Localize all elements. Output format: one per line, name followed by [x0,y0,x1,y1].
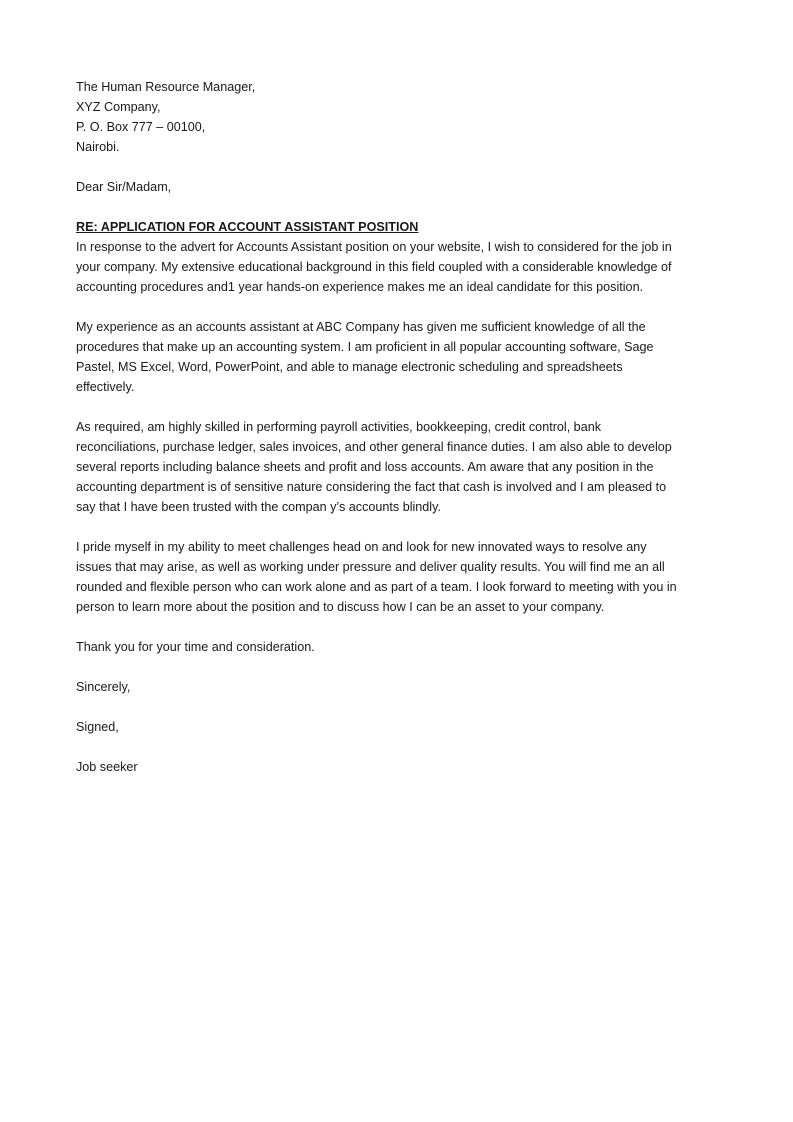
paragraph-line: say that I have been trusted with the compan y’s accounts blindly. [76,500,441,514]
salutation [76,177,716,197]
closing-thanks [76,637,716,657]
closing-sincerely [76,677,716,697]
thanks-text: Thank you for your time and consideration. [76,640,315,654]
closing-signed [76,717,716,737]
paragraph-line: rounded and flexible person who can work alone and as part of a team. I look forward to meeting with you in [76,580,677,594]
paragraph-line: issues that may arise, as well as working under pressure and deliver quality results. You will find me an all [76,560,665,574]
address-line-3: P. O. Box 777 – 00100, [76,120,206,134]
paragraph-line: In response to the advert for Accounts Assistant position on your website, I wish to considered for the job in [76,240,672,254]
paragraph-line: several reports including balance sheets and profit and loss accounts. Am aware that any position in the [76,460,654,474]
paragraph-line: Pastel, MS Excel, Word, PowerPoint, and able to manage electronic scheduling and spreadsheets [76,360,623,374]
paragraph-line: person to learn more about the position and to discuss how I can be an asset to your company. [76,600,605,614]
paragraph-line: procedures that make up an accounting system. I am proficient in all popular accounting software, Sage [76,340,654,354]
body-paragraph-1 [76,217,716,297]
subject-heading: RE: APPLICATION FOR ACCOUNT ASSISTANT POSITION [76,220,419,234]
signer-name: Job seeker [76,760,138,774]
paragraph-line: your company. My extensive educational background in this field coupled with a considerable knowledge of [76,260,672,274]
paragraph-line: I pride myself in my ability to meet challenges head on and look for new innovated ways to resolve any [76,540,647,554]
recipient-address [76,77,716,157]
body-paragraph-3 [76,417,716,517]
address-line-1: The Human Resource Manager, [76,80,256,94]
body-paragraph-2 [76,317,716,397]
paragraph-line: accounting procedures and1 year hands-on experience makes me an ideal candidate for this position. [76,280,644,294]
paragraph-line: My experience as an accounts assistant at ABC Company has given me sufficient knowledge of all the [76,320,646,334]
closing-signature [76,757,716,777]
paragraph-line: As required, am highly skilled in performing payroll activities, bookkeeping, credit control, bank [76,420,601,434]
address-line-4: Nairobi. [76,140,120,154]
salutation-text: Dear Sir/Madam, [76,180,172,194]
address-line-2: XYZ Company, [76,100,161,114]
signed-text: Signed, [76,720,119,734]
paragraph-line: accounting department is of sensitive nature considering the fact that cash is involved and I am pleased to [76,480,667,494]
body-paragraph-4 [76,537,716,617]
sincerely-text: Sincerely, [76,680,131,694]
letter-page [76,77,716,797]
paragraph-line: effectively. [76,380,135,394]
paragraph-line: reconciliations, purchase ledger, sales invoices, and other general finance duties. I am also able to develop [76,440,672,454]
